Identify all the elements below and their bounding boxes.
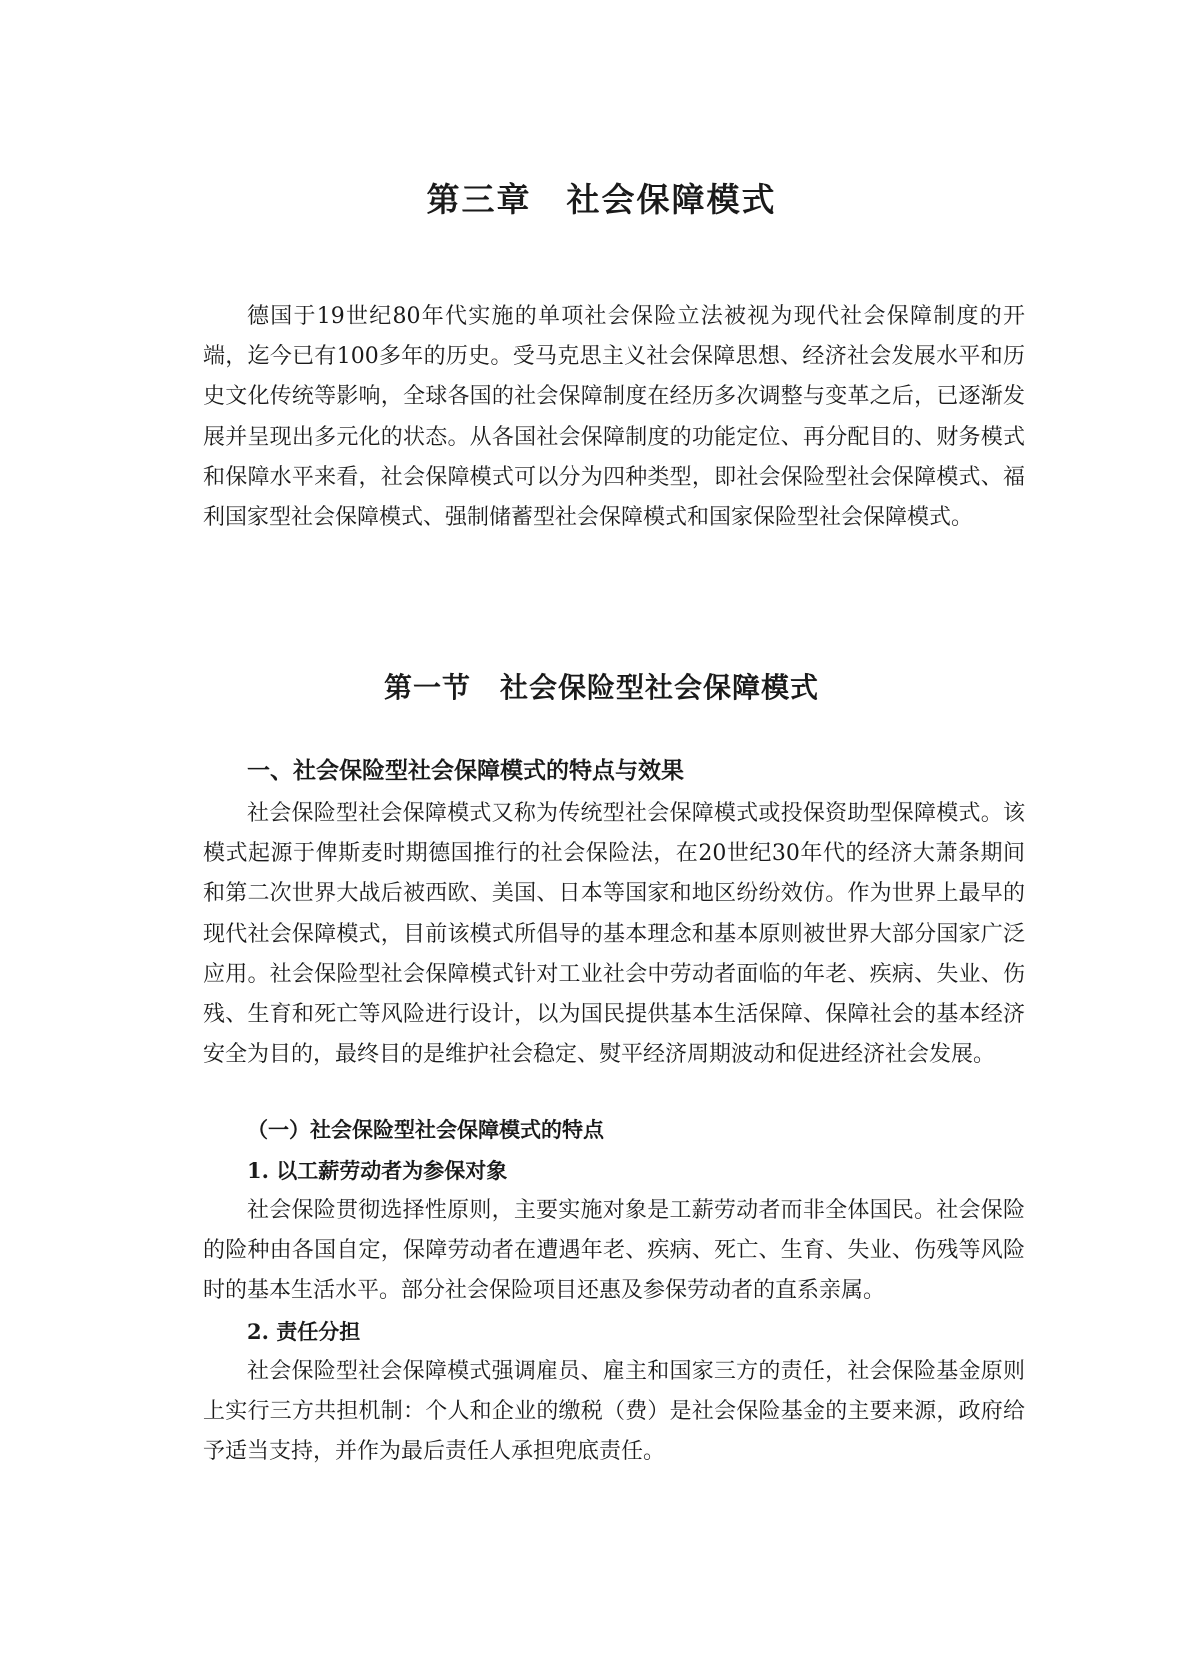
subsection-heading: （一）社会保险型社会保障模式的特点 bbox=[247, 1117, 604, 1142]
section-subheading: 一、社会保险型社会保障模式的特点与效果 bbox=[247, 758, 684, 784]
section-paragraph: 社会保险型社会保障模式又称为传统型社会保障模式或投保资助型保障模式。该模式起源于俾斯麦时期德国推行的社会保险法，在20世纪30年代的经济大萧条期间和第二次世界大战后被西欧、美国、日本等国家和地区纷纷效仿。作为世界上最早的现代社会保障模式，目前该模式所倡导的基本理念和基本原则被世界大部分国家广泛应用。社会保险型社会保障模式针对工业社会中劳动者面临的年老、疾病、失业、伤残、生育和死亡等风险进行设计，以为国民提供基本生活保障、保障社会的基本经济安全为目的，最终目的是维护社会稳定、熨平经济周期波动和促进经济社会发展。 bbox=[203, 801, 1025, 1068]
item-paragraph-1: 社会保险贯彻选择性原则，主要实施对象是工薪劳动者而非全体国民。社会保险的险种由各国自定，保障劳动者在遭遇年老、疾病、死亡、生育、失业、伤残等风险时的基本生活水平。部分社会保险项目还惠及参保劳动者的直系亲属。 bbox=[203, 1198, 1025, 1304]
item-paragraph-2: 社会保险型社会保障模式强调雇员、雇主和国家三方的责任，社会保险基金原则上实行三方共担机制：个人和企业的缴税（费）是社会保险基金的主要来源，政府给予适当支持，并作为最后责任人承担兜底责任。 bbox=[203, 1359, 1025, 1465]
chapter-title: 第三章 社会保障模式 bbox=[426, 180, 777, 219]
section-title: 第一节 社会保险型社会保障模式 bbox=[383, 671, 819, 704]
item-heading-2: 2. 责任分担 bbox=[247, 1319, 361, 1344]
item-heading-1: 1. 以工薪劳动者为参保对象 bbox=[247, 1158, 508, 1183]
intro-paragraph: 德国于19世纪80年代实施的单项社会保险立法被视为现代社会保障制度的开端，迄今已有100多年的历史。受马克思主义社会保障思想、经济社会发展水平和历史文化传统等影响，全球各国的社会保障制度在经历多次调整与变革之后，已逐渐发展并呈现出多元化的状态。从各国社会保障制度的功能定位、再分配目的、财务模式和保障水平来看，社会保障模式可以分为四种类型，即社会保险型社会保障模式、福利国家型社会保障模式、强制储蓄型社会保障模式和国家保险型社会保障模式。 bbox=[203, 304, 1025, 531]
